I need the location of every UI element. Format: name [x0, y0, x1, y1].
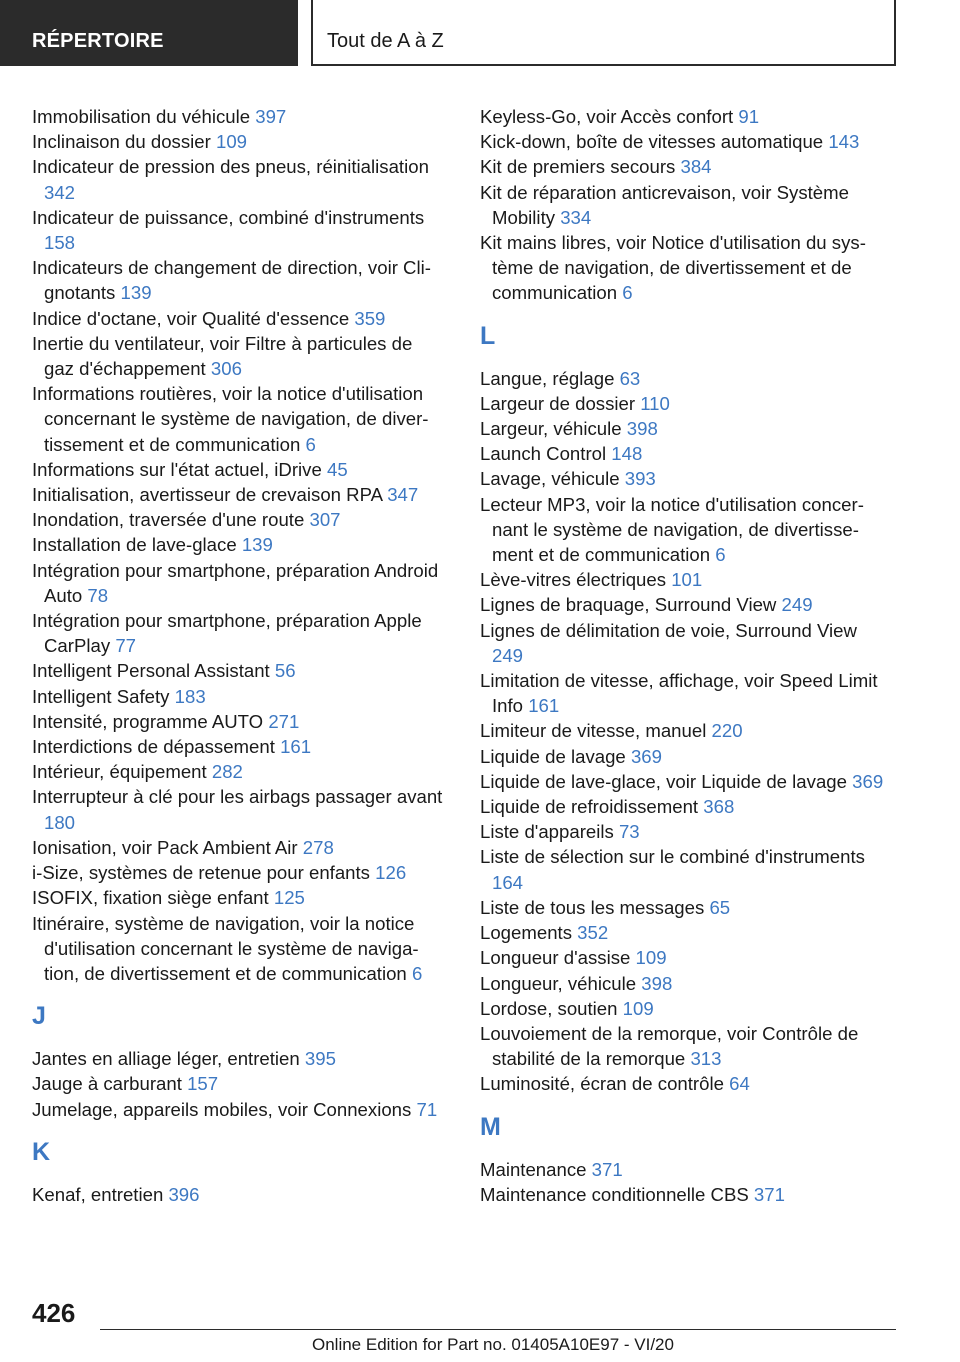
page-reference-link[interactable]: 63: [619, 367, 641, 389]
page-reference-link[interactable]: 313: [690, 1048, 722, 1070]
index-entry: [480, 416, 892, 441]
page-reference-link[interactable]: 109: [635, 947, 667, 969]
index-entry: [32, 1097, 444, 1122]
page-reference-link[interactable]: 110: [640, 392, 670, 414]
page-reference-link[interactable]: 77: [115, 635, 136, 657]
index-entry: [32, 255, 444, 305]
page-reference-link[interactable]: 125: [273, 887, 305, 909]
page-reference-link[interactable]: 45: [326, 458, 348, 480]
page-reference-link[interactable]: 161: [280, 736, 312, 758]
page-reference-link[interactable]: 398: [626, 418, 658, 440]
index-entry-text: Lignes de délimitation de voie, Surround View: [480, 619, 857, 641]
index-entry: [480, 492, 892, 568]
index-entry: [32, 911, 444, 987]
index-entry: [32, 154, 444, 204]
page-reference-link[interactable]: 157: [187, 1073, 219, 1095]
index-entry-text: Lavage, véhicule: [480, 468, 620, 490]
page-number: 426: [32, 1298, 76, 1328]
index-entry: [32, 205, 444, 255]
index-entry: [32, 709, 444, 734]
index-entry: [480, 366, 892, 391]
index-entry: [480, 104, 892, 129]
page-reference-link[interactable]: 347: [387, 484, 419, 506]
index-entry-text: Jumelage, appareils mobiles, voir Connexions: [32, 1098, 412, 1120]
index-entry: [480, 466, 892, 491]
index-entry-text: Lignes de braquage, Surround View: [480, 594, 777, 616]
index-entry: [480, 844, 892, 894]
index-entry-text: Largeur de dossier: [480, 392, 636, 414]
index-entry: [480, 971, 892, 996]
index-entry: [32, 860, 444, 885]
index-entry-text: Kit de réparation anticrevaison, voir Système Mobility: [480, 181, 849, 228]
index-entry-text: Indicateur de puissance, combiné d'instruments: [32, 206, 425, 228]
page-reference-link[interactable]: 369: [852, 770, 884, 792]
index-entry: [32, 1071, 444, 1096]
index-entry-text: Ionisation, voir Pack Ambient Air: [32, 836, 298, 858]
page-reference-link[interactable]: 6: [715, 544, 726, 566]
page-reference-link[interactable]: 158: [44, 232, 76, 254]
page-reference-link[interactable]: 71: [416, 1098, 438, 1120]
index-entry-text: Initialisation, avertisseur de crevaison RPA: [32, 484, 383, 506]
index-entry-text: ISOFIX, fixation siège enfant: [32, 887, 269, 909]
index-entry-text: Informations routières, voir la notice d'utilisation concernant le système de navigation, de divertissement et de communication: [32, 383, 429, 455]
index-entry: [32, 734, 444, 759]
index-entry-text: Intelligent Safety: [32, 685, 170, 707]
page-reference-link[interactable]: 249: [781, 594, 813, 616]
index-letter-heading: J: [32, 1002, 46, 1031]
index-entry-text: Jantes en alliage léger, entretien: [32, 1048, 300, 1070]
page-reference-link[interactable]: 148: [611, 443, 643, 465]
index-entry: [480, 718, 892, 743]
index-letter-heading: L: [480, 321, 496, 350]
page-reference-link[interactable]: 271: [268, 710, 300, 732]
page-reference-link[interactable]: 161: [528, 695, 560, 717]
page-reference-link[interactable]: 6: [411, 962, 423, 984]
index-entry-text: Inondation, traversée d'une route: [32, 509, 305, 531]
index-entry: [32, 381, 444, 457]
index-entry-text: Longueur d'assise: [480, 947, 631, 969]
index-entry: [32, 784, 444, 834]
index-entry-text: Intégration pour smartphone, préparation Apple CarPlay: [32, 610, 422, 657]
index-entry: [32, 129, 444, 154]
index-entry-text: Langue, réglage: [480, 367, 615, 389]
page-header: [0, 0, 960, 66]
index-entry-text: Indice d'octane, voir Qualité d'essence: [32, 307, 350, 329]
index-entry-text: Intensité, programme AUTO: [32, 710, 264, 732]
page-reference-link[interactable]: 282: [211, 761, 243, 783]
index-entry-text: Launch Control: [480, 443, 607, 465]
page-reference-link[interactable]: 342: [44, 181, 76, 203]
index-entry: [32, 885, 444, 910]
page-reference-link[interactable]: 65: [709, 896, 731, 918]
index-entry: [480, 441, 892, 466]
page-reference-link[interactable]: 109: [215, 131, 248, 153]
index-entry-text: Logements: [480, 922, 572, 944]
index-entry-text: Indicateurs de changement de direction, voir Clignotants: [32, 257, 431, 304]
index-entry-text: Maintenance conditionnelle CBS: [480, 1183, 749, 1205]
index-entry-text: Liste de tous les messages: [480, 896, 705, 918]
section-tab: [0, 0, 298, 66]
index-entry: [32, 1046, 444, 1071]
page-reference-link[interactable]: 91: [738, 106, 760, 127]
index-entry-text: Installation de lave-glace: [32, 534, 237, 556]
index-entry: [480, 668, 892, 718]
index-entry: [480, 1071, 892, 1096]
index-entry-text: Kenaf, entretien: [32, 1183, 164, 1205]
index-entry-text: Luminosité, écran de contrôle: [480, 1073, 724, 1095]
index-entry-text: Lecteur MP3, voir la notice d'utilisation concernant le système de navigation, de divertissement et de communication: [480, 493, 864, 566]
index-entry: [32, 507, 444, 532]
index-entry: [480, 180, 892, 230]
index-entry-text: Kit mains libres, voir Notice d'utilisation du système de navigation, de divertissement et de communication: [480, 232, 866, 304]
page-reference-link[interactable]: 306: [210, 358, 242, 380]
index-entry: [480, 769, 892, 794]
index-entry: [480, 154, 892, 179]
page-reference-link[interactable]: 143: [828, 131, 860, 153]
index-entry-text: Maintenance: [480, 1158, 587, 1180]
index-entry: [480, 744, 892, 769]
page-reference-link[interactable]: 249: [492, 644, 524, 666]
index-entry: [32, 759, 444, 784]
index-column-left: [32, 104, 444, 1207]
index-entry-text: Inclinaison du dossier: [32, 131, 211, 153]
index-entry: [480, 230, 892, 306]
index-entry-text: Longueur, véhicule: [480, 972, 637, 994]
index-entry-text: Kit de premiers secours: [480, 156, 676, 178]
page-reference-link[interactable]: 56: [274, 660, 296, 682]
index-entry: [32, 104, 444, 129]
page-reference-link[interactable]: 334: [560, 206, 592, 228]
index-entry: [480, 996, 892, 1021]
index-entry: [480, 1021, 892, 1071]
index-entry-text: Lordose, soutien: [480, 997, 618, 1019]
page-reference-link[interactable]: 180: [44, 811, 76, 833]
index-entry-text: Intégration pour smartphone, préparation Android Auto: [32, 559, 439, 606]
index-entry-text: Largeur, véhicule: [480, 418, 622, 440]
page-reference-link[interactable]: 398: [641, 972, 673, 994]
page-reference-link[interactable]: 73: [618, 821, 640, 843]
page-reference-link[interactable]: 126: [375, 862, 407, 884]
page-reference-link[interactable]: 369: [630, 745, 662, 767]
page-reference-link[interactable]: 368: [703, 796, 735, 818]
index-entry: [32, 558, 444, 608]
index-entry: [480, 819, 892, 844]
index-entry-text: Itinéraire, système de navigation, voir la notice d'utilisation concernant le système de navigation, de divertissement et de communication: [32, 912, 419, 984]
index-entry: [32, 482, 444, 507]
page-reference-link[interactable]: 371: [591, 1158, 623, 1180]
index-column-right: [480, 104, 892, 1207]
page-reference-link[interactable]: 109: [622, 997, 654, 1019]
page-reference-link[interactable]: 395: [304, 1048, 336, 1070]
index-entry: [480, 895, 892, 920]
index-entry: [32, 608, 444, 658]
index-entry: [480, 618, 892, 668]
index-entry: [480, 794, 892, 819]
page-reference-link[interactable]: 220: [711, 720, 743, 742]
index-entry-text: Keyless-Go, voir Accès confort: [480, 106, 734, 127]
footer-divider: [100, 1329, 896, 1330]
index-entry: [32, 306, 444, 331]
index-entry: [480, 920, 892, 945]
index-entry: [32, 835, 444, 860]
index-entry-text: Intérieur, équipement: [32, 761, 207, 783]
index-entry-text: Liquide de lave-glace, voir Liquide de lavage: [480, 770, 847, 792]
index-entry-text: Liste d'appareils: [480, 821, 614, 843]
index-letter-heading: K: [32, 1137, 51, 1166]
index-entry-text: i-Size, systèmes de retenue pour enfants: [32, 862, 370, 884]
page-reference-link[interactable]: 78: [87, 584, 109, 606]
index-entry: [32, 658, 444, 683]
index-entry: [480, 1182, 892, 1207]
index-entry-text: Liste de sélection sur le combiné d'instruments: [480, 846, 865, 868]
index-entry: [32, 532, 444, 557]
page-reference-link[interactable]: 139: [120, 282, 152, 304]
index-entry: [480, 945, 892, 970]
index-entry: [32, 331, 444, 381]
edition-note: Online Edition for Part no. 01405A10E97 - VI/20: [312, 1335, 674, 1354]
index-letter-heading: M: [480, 1112, 501, 1141]
page-reference-link[interactable]: 307: [309, 509, 341, 531]
index-entry-text: Immobilisation du véhicule: [32, 106, 251, 127]
page-reference-link[interactable]: 371: [753, 1183, 785, 1205]
index-entry-text: Jauge à carburant: [32, 1073, 182, 1095]
index-entry: [32, 457, 444, 482]
page-reference-link[interactable]: 359: [354, 307, 386, 329]
index-entry-text: Liquide de refroidissement: [480, 796, 699, 818]
page-reference-link[interactable]: 139: [241, 534, 273, 556]
index-entry: [32, 684, 444, 709]
page-reference-link[interactable]: 396: [168, 1183, 200, 1205]
index-entry-text: Lève-vitres électriques: [480, 569, 667, 591]
index-entry-text: Interdictions de dépassement: [32, 736, 275, 758]
page-reference-link[interactable]: 352: [577, 922, 609, 944]
chapter-tab: [311, 0, 896, 66]
page-reference-link[interactable]: 164: [492, 871, 524, 893]
index-entry-text: Interrupteur à clé pour les airbags passager avant: [32, 786, 443, 808]
index-entry: [480, 129, 892, 154]
index-entry-text: Inertie du ventilateur, voir Filtre à particules de gaz d'échappement: [32, 332, 413, 380]
page-reference-link[interactable]: 101: [671, 569, 703, 591]
index-entry-text: Indicateur de pression des pneus, réinitialisation: [32, 156, 429, 178]
section-label: RÉPERTOIRE: [32, 30, 164, 52]
index-entry-text: Informations sur l'état actuel, iDrive: [32, 458, 322, 480]
index-entry-text: Intelligent Personal Assistant: [32, 660, 270, 682]
page-reference-link[interactable]: 64: [729, 1073, 750, 1095]
page-reference-link[interactable]: 393: [624, 468, 656, 490]
index-entry: [480, 391, 892, 416]
index-entry: [32, 1182, 444, 1207]
index-entry: [480, 1157, 892, 1182]
page-reference-link[interactable]: 6: [622, 282, 633, 304]
page-reference-link[interactable]: 397: [255, 106, 287, 127]
page-reference-link[interactable]: 183: [174, 685, 206, 707]
index-entry-text: Limitation de vitesse, affichage, voir Speed Limit Info: [480, 670, 878, 717]
index-entry-text: Louvoiement de la remorque, voir Contrôle de stabilité de la remorque: [480, 1022, 859, 1070]
page-reference-link[interactable]: 384: [680, 156, 712, 178]
index-entry-text: Liquide de lavage: [480, 745, 626, 767]
index-entry: [480, 567, 892, 592]
chapter-title: Tout de A à Z: [327, 30, 444, 52]
index-entry-text: Limiteur de vitesse, manuel: [480, 720, 707, 742]
index-entry: [480, 592, 892, 617]
page-reference-link[interactable]: 6: [305, 433, 316, 455]
page-reference-link[interactable]: 278: [302, 836, 334, 858]
index-entry-text: Kick-down, boîte de vitesses automatique: [480, 131, 824, 153]
